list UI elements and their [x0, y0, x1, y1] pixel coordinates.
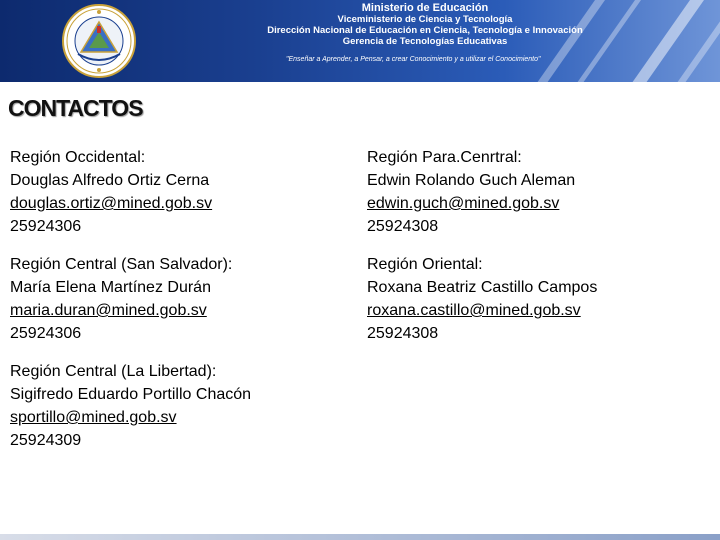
contact-block: [10, 360, 251, 452]
contact-block: [367, 253, 597, 345]
ministry-name: Ministerio de Educación: [361, 2, 489, 14]
contact-email-link[interactable]: douglas.ortiz@mined.gob.sv: [10, 195, 213, 212]
contact-name: Douglas Alfredo Ortiz Cerna: [10, 172, 210, 189]
contact-phone: 25924306: [10, 218, 82, 235]
contact-region: Región Oriental:: [367, 256, 483, 273]
contact-block: [10, 146, 212, 238]
contact-phone: 25924306: [10, 325, 82, 342]
contact-block: [367, 146, 575, 238]
contact-name: Roxana Beatriz Castillo Campos: [367, 279, 598, 296]
contact-email-link[interactable]: roxana.castillo@mined.gob.sv: [367, 302, 581, 319]
slogan: "Enseñar a Aprender, a Pensar, a crear Conocimiento y a utilizar el Conocimiento": [286, 56, 541, 63]
contact-phone: 25924308: [367, 218, 439, 235]
contact-region: Región Central (San Salvador):: [10, 256, 233, 273]
header-text: [230, 3, 620, 47]
decorative-stripe: [606, 0, 718, 82]
contact-region: Región Central (La Libertad):: [10, 363, 217, 380]
management-name: Gerencia de Tecnologías Educativas: [342, 36, 508, 47]
vice-ministry-name: Viceministerio de Ciencia y Tecnología: [337, 14, 513, 25]
footer-bar: [0, 534, 720, 540]
contact-name: María Elena Martínez Durán: [10, 279, 211, 296]
contact-email-link[interactable]: sportillo@mined.gob.sv: [10, 409, 177, 426]
coat-of-arms-icon: [62, 4, 136, 78]
contact-region: Región Para.Cenrtral:: [367, 149, 522, 166]
contact-block: [10, 253, 232, 345]
contact-phone: 25924308: [367, 325, 439, 342]
header-banner: [0, 0, 720, 82]
page-title: CONTACTOS: [8, 95, 143, 121]
contact-name: Edwin Rolando Guch Aleman: [367, 172, 576, 189]
direction-name: Dirección Nacional de Educación en Ciencia, Tecnología e Innovación: [267, 25, 583, 36]
contact-name: Sigifredo Eduardo Portillo Chacón: [10, 386, 252, 403]
contact-email-link[interactable]: edwin.guch@mined.gob.sv: [367, 195, 560, 212]
contact-phone: 25924309: [10, 432, 82, 449]
contact-email-link[interactable]: maria.duran@mined.gob.sv: [10, 302, 207, 319]
contact-region: Región Occidental:: [10, 149, 146, 166]
